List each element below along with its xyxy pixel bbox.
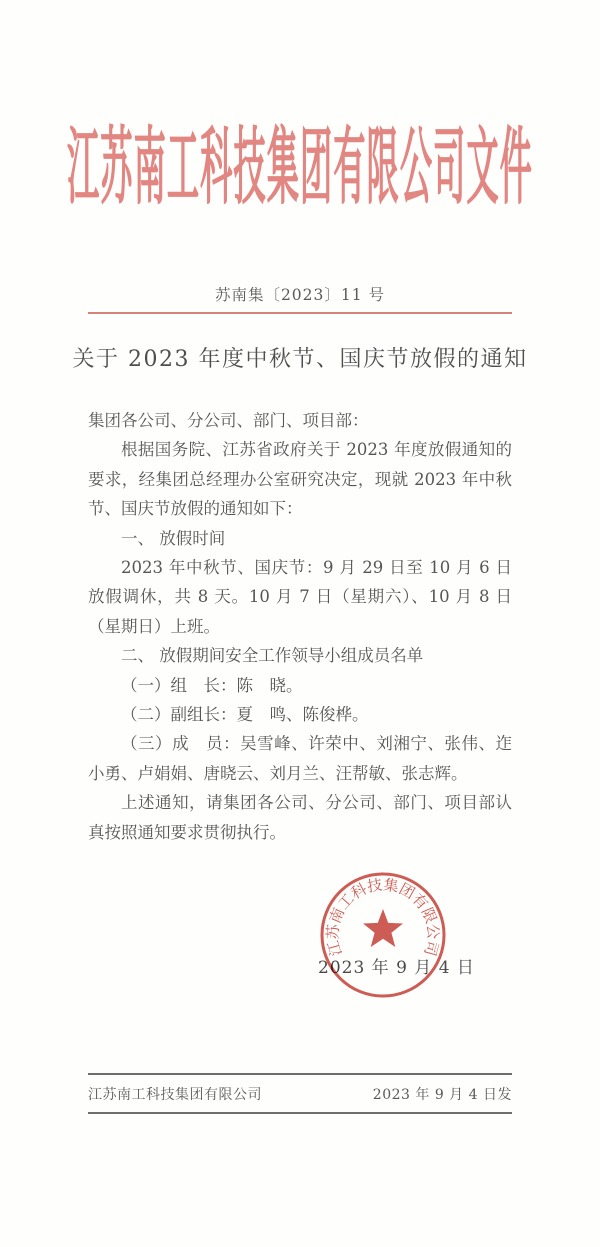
red-divider-rule: [88, 312, 512, 314]
body-paragraph: 根据国务院、江苏省政府关于 2023 年度放假通知的要求，经集团总经理办公室研究决定，现就 2023 年中秋节、国庆节放假的通知如下：: [88, 440, 512, 519]
seal-company-text: 江苏南工科技集团有限公司: [323, 875, 443, 959]
footer-rule-top: [88, 1073, 512, 1075]
signature-date: 2023 年 9 月 4 日: [318, 958, 475, 978]
red-star-icon: [363, 909, 403, 947]
body-paragraph: 集团各公司、分公司、部门、项目部：: [88, 411, 369, 430]
body-paragraph: （二）副组长：夏 鸣、陈俊桦。: [121, 705, 369, 725]
masthead-title: 江苏南工科技集团有限公司文件: [67, 117, 533, 217]
footer-rule-bottom: [88, 1112, 512, 1114]
body-paragraph: 二、 放假期间安全工作领导小组成员名单: [121, 646, 424, 666]
body-paragraph: 上述通知，请集团各公司、分公司、部门、项目部认真按照通知要求贯彻执行。: [88, 793, 512, 842]
document-title: 关于 2023 年度中秋节、国庆节放假的通知: [72, 347, 528, 372]
footer-issuer: 江苏南工科技集团有限公司: [88, 1087, 262, 1103]
body-paragraph: （一）组 长：陈 晓。: [121, 675, 303, 695]
body-paragraph: 2023 年中秋节、国庆节：9 月 29 日至 10 月 6 日放假调休，共 8 天。10 月 7 日（星期六）、10 月 8 日（星期日）上班。: [88, 558, 512, 636]
body-paragraph: 一、 放假时间: [121, 528, 226, 548]
company-seal-stamp: [316, 868, 450, 1002]
footer-issue-date: 2023 年 9 月 4 日发: [372, 1087, 512, 1103]
document-number: 苏南集〔2023〕11 号: [214, 286, 386, 304]
body-paragraph: （三）成 员：吴雪峰、许荣中、刘湘宁、张伟、迮小勇、卢娟娟、唐晓云、刘月兰、汪帮敏、张志辉。: [88, 734, 512, 783]
document-body: [88, 406, 512, 847]
footer: [88, 1084, 512, 1104]
